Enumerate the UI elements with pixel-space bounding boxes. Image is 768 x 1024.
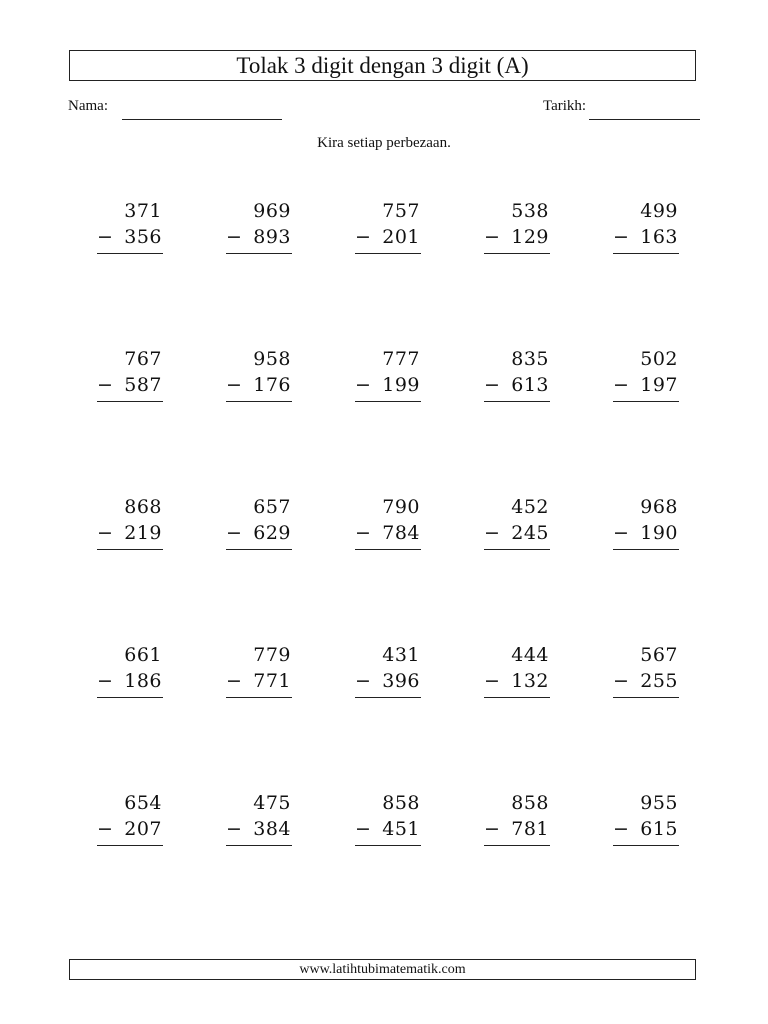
subtrahend: 190: [640, 522, 678, 544]
minus-sign: −: [355, 818, 371, 840]
minus-sign: −: [355, 670, 371, 692]
instruction-text: Kira setiap perbezaan.: [317, 135, 451, 151]
subtraction-problem: [613, 496, 679, 552]
answer-line: [355, 253, 421, 254]
worksheet-title: Tolak 3 digit dengan 3 digit (A): [69, 50, 696, 81]
subtraction-problem: [484, 348, 550, 404]
minus-sign: −: [97, 374, 113, 396]
footer-url: www.latihtubimatematik.com: [69, 959, 696, 980]
answer-line: [97, 549, 163, 550]
minuend: 371: [124, 200, 162, 222]
answer-line: [613, 549, 679, 550]
subtraction-problem: [97, 496, 163, 552]
subtrahend: 893: [253, 226, 291, 248]
answer-line: [484, 845, 550, 846]
minuend: 858: [511, 792, 549, 814]
minuend: 958: [253, 348, 291, 370]
subtraction-problem: [484, 496, 550, 552]
answer-line: [97, 401, 163, 402]
subtraction-problem: [355, 348, 421, 404]
minus-sign: −: [613, 226, 629, 248]
subtraction-problem: [613, 644, 679, 700]
minuend: 538: [511, 200, 549, 222]
minus-sign: −: [355, 226, 371, 248]
answer-line: [226, 549, 292, 550]
subtraction-problem: [226, 496, 292, 552]
subtrahend: 396: [382, 670, 420, 692]
subtrahend: 201: [382, 226, 420, 248]
minuend: 955: [640, 792, 678, 814]
name-label: Nama:: [68, 98, 108, 114]
subtraction-problem: [97, 200, 163, 256]
subtrahend: 255: [640, 670, 678, 692]
minuend: 661: [124, 644, 162, 666]
subtrahend: 384: [253, 818, 291, 840]
answer-line: [226, 845, 292, 846]
subtraction-problem: [484, 644, 550, 700]
subtrahend: 186: [124, 670, 162, 692]
subtrahend: 629: [253, 522, 291, 544]
minus-sign: −: [484, 818, 500, 840]
answer-line: [355, 697, 421, 698]
answer-line: [355, 845, 421, 846]
minuend: 790: [382, 496, 420, 518]
subtraction-problem: [484, 200, 550, 256]
minus-sign: −: [355, 522, 371, 544]
minuend: 777: [382, 348, 420, 370]
minuend: 968: [640, 496, 678, 518]
answer-line: [613, 253, 679, 254]
minuend: 431: [382, 644, 420, 666]
answer-line: [355, 549, 421, 550]
subtrahend: 451: [382, 818, 420, 840]
answer-line: [226, 697, 292, 698]
minus-sign: −: [226, 226, 242, 248]
subtraction-problem: [484, 792, 550, 848]
subtraction-problem: [226, 348, 292, 404]
subtraction-problem: [613, 200, 679, 256]
date-line: [589, 119, 700, 120]
minus-sign: −: [484, 226, 500, 248]
minuend: 452: [511, 496, 549, 518]
subtraction-problem: [613, 792, 679, 848]
minuend: 779: [253, 644, 291, 666]
minuend: 502: [640, 348, 678, 370]
subtrahend: 587: [124, 374, 162, 396]
subtraction-problem: [355, 644, 421, 700]
subtraction-problem: [97, 792, 163, 848]
minus-sign: −: [226, 818, 242, 840]
answer-line: [226, 253, 292, 254]
minus-sign: −: [97, 670, 113, 692]
minuend: 858: [382, 792, 420, 814]
subtrahend: 781: [511, 818, 549, 840]
subtrahend: 245: [511, 522, 549, 544]
subtrahend: 613: [511, 374, 549, 396]
subtrahend: 132: [511, 670, 549, 692]
minuend: 475: [253, 792, 291, 814]
minuend: 868: [124, 496, 162, 518]
minuend: 767: [124, 348, 162, 370]
minuend: 499: [640, 200, 678, 222]
answer-line: [484, 697, 550, 698]
minuend: 444: [511, 644, 549, 666]
subtrahend: 615: [640, 818, 678, 840]
subtraction-problem: [613, 348, 679, 404]
minus-sign: −: [97, 818, 113, 840]
subtraction-problem: [355, 200, 421, 256]
minuend: 757: [382, 200, 420, 222]
subtraction-problem: [97, 644, 163, 700]
minus-sign: −: [613, 818, 629, 840]
answer-line: [97, 845, 163, 846]
answer-line: [355, 401, 421, 402]
subtrahend: 771: [253, 670, 291, 692]
minus-sign: −: [226, 670, 242, 692]
answer-line: [613, 697, 679, 698]
answer-line: [484, 401, 550, 402]
minuend: 969: [253, 200, 291, 222]
answer-line: [613, 845, 679, 846]
subtrahend: 163: [640, 226, 678, 248]
minus-sign: −: [484, 670, 500, 692]
minus-sign: −: [226, 374, 242, 396]
subtrahend: 129: [511, 226, 549, 248]
answer-line: [226, 401, 292, 402]
subtraction-problem: [226, 644, 292, 700]
minus-sign: −: [613, 374, 629, 396]
minuend: 567: [640, 644, 678, 666]
subtrahend: 207: [124, 818, 162, 840]
minuend: 657: [253, 496, 291, 518]
subtrahend: 356: [124, 226, 162, 248]
subtrahend: 784: [382, 522, 420, 544]
answer-line: [484, 253, 550, 254]
subtraction-problem: [226, 200, 292, 256]
subtrahend: 197: [640, 374, 678, 396]
subtrahend: 176: [253, 374, 291, 396]
minuend: 835: [511, 348, 549, 370]
answer-line: [97, 697, 163, 698]
minus-sign: −: [97, 522, 113, 544]
minus-sign: −: [484, 522, 500, 544]
answer-line: [613, 401, 679, 402]
subtrahend: 219: [124, 522, 162, 544]
minus-sign: −: [484, 374, 500, 396]
subtraction-problem: [355, 496, 421, 552]
minuend: 654: [124, 792, 162, 814]
subtraction-problem: [226, 792, 292, 848]
date-label: Tarikh:: [543, 98, 587, 114]
minus-sign: −: [226, 522, 242, 544]
subtraction-problem: [355, 792, 421, 848]
answer-line: [97, 253, 163, 254]
subtrahend: 199: [382, 374, 420, 396]
minus-sign: −: [97, 226, 113, 248]
answer-line: [484, 549, 550, 550]
minus-sign: −: [613, 522, 629, 544]
name-line: [122, 119, 282, 120]
subtraction-problem: [97, 348, 163, 404]
minus-sign: −: [355, 374, 371, 396]
minus-sign: −: [613, 670, 629, 692]
